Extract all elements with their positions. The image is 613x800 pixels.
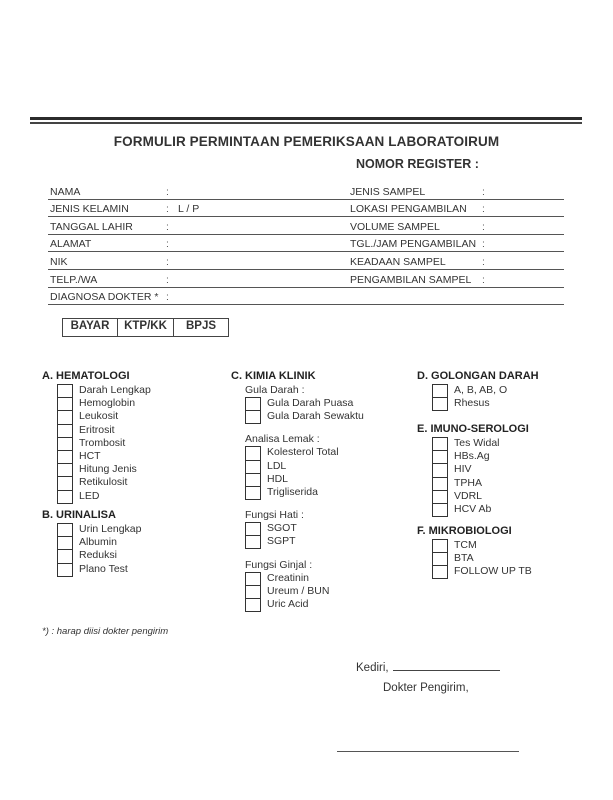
item-label: TCM (454, 539, 477, 551)
item-label: HDL (267, 472, 289, 485)
colon: : (166, 185, 169, 198)
checkbox[interactable] (432, 503, 448, 517)
colon: : (166, 291, 169, 304)
checkbox-item[interactable] (57, 463, 212, 476)
checkbox-item[interactable] (57, 384, 212, 397)
item-label: Darah Lengkap (79, 384, 151, 396)
checkbox-item[interactable] (57, 450, 212, 463)
label-diagnosa-dokter: DIAGNOSA DOKTER * (50, 291, 159, 304)
patient-info-table (48, 182, 564, 305)
item-label: Plano Test (79, 562, 128, 575)
payment-options (62, 318, 229, 337)
colon: : (482, 220, 485, 233)
item-label: Trombosit (79, 436, 126, 449)
label-tgl-jam-pengambilan: TGL./JAM PENGAMBILAN (350, 238, 477, 251)
item-label: Retikulosit (79, 476, 128, 489)
section-kimia-klinik (231, 369, 406, 611)
info-row-nik[interactable] (48, 252, 564, 270)
item-label: Hitung Jenis (79, 463, 137, 476)
colon: : (166, 255, 169, 268)
checkbox-item[interactable] (245, 460, 406, 473)
colon: : (482, 255, 485, 268)
item-label: Ureum / BUN (267, 584, 330, 597)
checkbox[interactable] (245, 473, 261, 486)
checkbox-item[interactable] (245, 397, 406, 410)
section-title: E. IMUNO-SEROLOGI (417, 423, 529, 435)
checkbox[interactable] (57, 563, 73, 577)
register-number-label: NOMOR REGISTER : (356, 157, 479, 171)
checkbox[interactable] (432, 384, 448, 397)
item-label: TPHA (454, 476, 483, 489)
item-label: Creatinin (267, 571, 310, 584)
colon: : (166, 273, 169, 286)
colon: : (482, 203, 485, 216)
header-rule-thick (30, 117, 582, 120)
label-tanggal-lahir: TANGGAL LAHIR (50, 220, 133, 233)
checkbox[interactable] (432, 463, 448, 476)
label-lokasi-pengambilan: LOKASI PENGAMBILAN (350, 203, 467, 216)
payment-option-bpjs[interactable]: BPJS (185, 320, 217, 332)
checkbox[interactable] (432, 397, 448, 411)
item-label: Leukosit (79, 410, 119, 423)
item-label: Rhesus (454, 397, 490, 410)
checkbox-item[interactable] (57, 563, 212, 576)
group-label-fungsi-ginjal: Fungsi Ginjal : (245, 558, 313, 571)
checkbox-item[interactable] (432, 450, 587, 463)
checkbox[interactable] (432, 437, 448, 450)
section-golongan-darah (417, 369, 587, 410)
item-label: Gula Darah Puasa (267, 397, 354, 409)
checkbox-item[interactable] (432, 490, 587, 503)
header-rule-thin (30, 122, 582, 124)
checkbox[interactable] (245, 486, 261, 500)
item-label: Tes Widal (454, 437, 500, 449)
checkbox-item[interactable] (432, 437, 587, 450)
label-jenis-sampel: JENIS SAMPEL (350, 185, 426, 198)
checkbox-item[interactable] (245, 486, 406, 499)
checkbox[interactable] (57, 490, 73, 504)
item-label: Uric Acid (267, 597, 309, 610)
date-field[interactable] (393, 660, 500, 671)
checkbox-item[interactable] (57, 397, 212, 410)
checkbox-item[interactable] (57, 549, 212, 562)
checkbox-item[interactable] (432, 384, 587, 397)
item-label: A, B, AB, O (454, 384, 508, 396)
group-label-gula-darah: Gula Darah : (245, 384, 305, 396)
checkbox[interactable] (57, 523, 73, 536)
colon: : (482, 238, 485, 251)
checkbox[interactable] (57, 450, 73, 463)
item-label: HBs.Ag (454, 450, 490, 463)
checkbox-item[interactable] (245, 535, 406, 548)
section-title: C. KIMIA KLINIK (231, 370, 316, 382)
info-row-telp[interactable] (48, 270, 564, 288)
checkbox-item[interactable] (57, 490, 212, 503)
info-row-tanggal-lahir[interactable] (48, 217, 564, 235)
item-label: Eritrosit (79, 423, 115, 436)
checkbox[interactable] (57, 549, 73, 562)
city-date (356, 660, 500, 674)
checkbox-item[interactable] (432, 503, 587, 516)
info-row-diagnosa[interactable] (48, 288, 564, 306)
city-label: Kediri, (356, 662, 389, 674)
form-title: FORMULIR PERMINTAAN PEMERIKSAAN LABORATOIRUM (113, 134, 500, 149)
checkbox-item[interactable] (245, 446, 406, 459)
checkbox-item[interactable] (432, 463, 587, 476)
section-mikrobiologi (417, 524, 587, 579)
item-label: SGOT (267, 522, 297, 535)
section-imuno-serologi (417, 422, 587, 516)
checkbox-item[interactable] (57, 536, 212, 549)
item-label: Reduksi (79, 549, 117, 562)
value-jenis-kelamin[interactable]: L / P (178, 203, 200, 216)
checkbox[interactable] (245, 598, 261, 612)
checkbox[interactable] (432, 565, 448, 579)
label-nama: NAMA (50, 185, 81, 198)
item-label: BTA (454, 552, 474, 565)
checkbox-item[interactable] (245, 473, 406, 486)
checkbox-item[interactable] (57, 424, 212, 437)
checkbox[interactable] (245, 535, 261, 549)
checkbox[interactable] (57, 424, 73, 437)
payment-option-bayar[interactable]: BAYAR (63, 319, 118, 336)
checkbox[interactable] (57, 384, 73, 397)
section-hematologi (42, 369, 212, 503)
colon: : (166, 203, 169, 216)
checkbox[interactable] (57, 437, 73, 450)
label-pengambilan-sampel: PENGAMBILAN SAMPEL (350, 273, 472, 286)
label-alamat: ALAMAT (50, 238, 92, 251)
checkbox[interactable] (57, 536, 73, 549)
checkbox-item[interactable] (245, 410, 406, 423)
checkbox-item[interactable] (245, 522, 406, 535)
checkbox-item[interactable] (432, 397, 587, 410)
checkbox[interactable] (57, 397, 73, 410)
checkbox[interactable] (245, 585, 261, 598)
section-urinalisa (42, 508, 212, 576)
checkbox-item[interactable] (245, 585, 406, 598)
item-label: FOLLOW UP TB (454, 565, 532, 578)
section-title: F. MIKROBIOLOGI (417, 525, 512, 537)
checkbox-item[interactable] (432, 565, 587, 578)
item-label: VDRL (454, 489, 483, 502)
item-label: LDL (267, 459, 287, 472)
item-label: HIV (454, 463, 472, 476)
signature-line[interactable] (337, 751, 519, 752)
item-label: LED (79, 489, 100, 502)
info-row-alamat[interactable] (48, 235, 564, 253)
item-label: Hemoglobin (79, 397, 136, 410)
label-telp-wa: TELP./WA (50, 273, 98, 286)
colon: : (482, 273, 485, 286)
section-title: D. GOLONGAN DARAH (417, 370, 539, 382)
label-nik: NIK (50, 255, 68, 268)
colon: : (166, 220, 169, 233)
checkbox-item[interactable] (245, 598, 406, 611)
checkbox[interactable] (245, 460, 261, 473)
checkbox[interactable] (57, 476, 73, 489)
item-label: SGPT (267, 535, 296, 548)
checkbox[interactable] (432, 539, 448, 552)
checkbox[interactable] (432, 450, 448, 463)
footnote: *) : harap diisi dokter pengirim (42, 626, 169, 637)
checkbox-item[interactable] (57, 437, 212, 450)
group-label-fungsi-hati: Fungsi Hati : (245, 509, 304, 522)
checkbox[interactable] (432, 490, 448, 503)
item-label: HCV Ab (454, 502, 492, 515)
item-label: Kolesterol Total (267, 446, 339, 459)
item-label: Trigliserida (267, 485, 318, 498)
label-jenis-kelamin: JENIS KELAMIN (50, 203, 129, 216)
checkbox-item[interactable] (432, 477, 587, 490)
checkbox[interactable] (245, 397, 261, 410)
checkbox-item[interactable] (57, 476, 212, 489)
checkbox[interactable] (245, 572, 261, 585)
group-label-analisa-lemak: Analisa Lemak : (245, 433, 320, 446)
checkbox[interactable] (432, 477, 448, 490)
item-label: Gula Darah Sewaktu (267, 410, 364, 423)
checkbox-item[interactable] (432, 539, 587, 552)
doctor-label: Dokter Pengirim, (383, 682, 469, 694)
checkbox[interactable] (245, 446, 261, 459)
info-row-nama[interactable] (48, 182, 564, 200)
checkbox[interactable] (432, 552, 448, 565)
checkbox[interactable] (57, 463, 73, 476)
checkbox-item[interactable] (245, 572, 406, 585)
checkbox[interactable] (245, 410, 261, 424)
checkbox[interactable] (57, 410, 73, 423)
item-label: HCT (79, 449, 101, 462)
checkbox-item[interactable] (57, 523, 212, 536)
checkbox[interactable] (245, 522, 261, 535)
item-label: Urin Lengkap (79, 523, 142, 535)
payment-option-ktp-kk[interactable]: KTP/KK (118, 319, 174, 336)
label-keadaan-sampel: KEADAAN SAMPEL (350, 255, 446, 268)
checkbox-item[interactable] (432, 552, 587, 565)
item-label: Albumin (79, 536, 117, 549)
label-volume-sampel: VOLUME SAMPEL (350, 220, 440, 233)
checkbox-item[interactable] (57, 410, 212, 423)
section-title: B. URINALISA (42, 509, 116, 521)
section-title: A. HEMATOLOGI (42, 370, 130, 382)
info-row-jenis-kelamin[interactable] (48, 200, 564, 218)
colon: : (166, 238, 169, 251)
colon: : (482, 185, 485, 198)
